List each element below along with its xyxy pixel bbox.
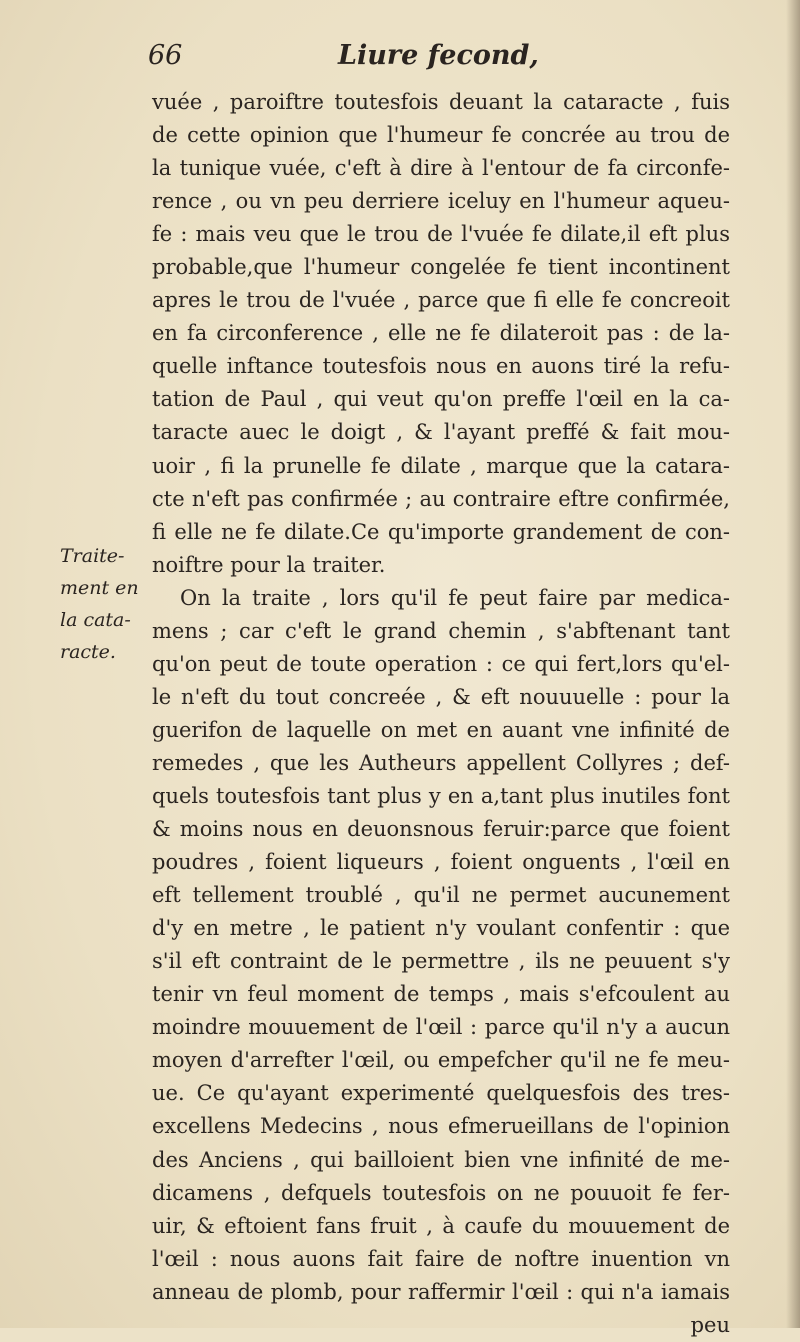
running-title: Liure fecond, <box>338 40 539 71</box>
text-line: s'il eft contraint de le permettre , ils ne peuuent s'y <box>152 949 730 974</box>
text-line: tenir vn feul moment de temps , mais s'efcoulent au <box>152 982 730 1007</box>
text-line: excellens Medecins , nous efmerueillans de l'opinion <box>152 1114 730 1139</box>
text-line: dicamens , defquels toutesfois on ne pouuoit fe fer- <box>152 1180 730 1205</box>
page-header <box>148 40 539 84</box>
text-line: fe : mais veu que le trou de l'vuée fe dilate,il eft plus <box>152 222 730 247</box>
catchword: peu <box>690 1312 730 1337</box>
text-line: tation de Paul , qui veut qu'on preffe l'œil en la ca- <box>152 387 730 412</box>
text-line: poudres , foient liqueurs , foient onguents , l'œil en <box>152 850 730 875</box>
text-line: vuée , paroiftre toutesfois deuant la cataracte , fuis <box>152 90 730 114</box>
text-line: des Anciens , qui bailloient bien vne infinité de me- <box>152 1147 730 1172</box>
page-number: 66 <box>148 40 183 71</box>
text-line: taracte auec le doigt , & l'ayant preffé & fait mou- <box>152 420 730 445</box>
text-line: mens ; car c'eft le grand chemin , s'abftenant tant <box>152 618 730 643</box>
margin-note-line: la cata- <box>60 609 131 631</box>
text-line: cte n'eft pas confirmée ; au contraire eftre confirmée, <box>152 486 730 511</box>
text-line: la tunique vuée, c'eft à dire à l'entour de fa circonfe- <box>152 156 730 181</box>
text-line: apres le trou de l'vuée , parce que fi elle fe concreoit <box>152 288 730 313</box>
text-line: de cette opinion que l'humeur fe concrée au trou de <box>152 123 730 148</box>
text-line: ue. Ce qu'ayant experimenté quelquesfois des tres- <box>152 1081 730 1106</box>
body-text <box>152 86 730 1342</box>
margin-note-line: racte. <box>60 641 116 663</box>
text-line: en fa circonference , elle ne fe dilateroit pas : de la- <box>152 321 730 346</box>
margin-note-line: Traite- <box>60 545 125 567</box>
text-line: moindre mouuement de l'œil : parce qu'il n'y a aucun <box>152 1015 730 1040</box>
text-line: eft tellement troublé , qu'il ne permet aucunement <box>152 883 730 908</box>
text-line: uoir , fi la prunelle fe dilate , marque que la catara- <box>152 453 730 478</box>
text-line: qu'on peut de toute operation : ce qui fert,lors qu'el- <box>152 651 730 676</box>
text-line: le n'eft du tout concreée , & eft nouuuelle : pour la <box>152 684 730 709</box>
text-line: quels toutesfois tant plus y en a,tant plus inutiles font <box>152 783 730 808</box>
margin-note <box>60 540 146 668</box>
text-line: l'œil : nous auons fait faire de noftre inuention vn <box>152 1246 730 1271</box>
margin-note-line: ment en <box>60 577 139 599</box>
text-line: guerifon de laquelle on met en auant vne infinité de <box>152 717 730 742</box>
text-line: noiftre pour la traiter. <box>152 552 386 577</box>
text-line: rence , ou vn peu derriere iceluy en l'humeur aqueu- <box>152 189 730 214</box>
text-line: & moins nous en deuonsnous feruir:parce que foient <box>152 817 730 842</box>
text-line: uir, & eftoient fans fruit , à caufe du mouuement de <box>152 1213 730 1238</box>
text-line: fi elle ne fe dilate.Ce qu'importe grandement de con- <box>152 519 730 544</box>
text-line: d'y en metre , le patient n'y voulant confentir : que <box>152 916 730 941</box>
text-line: quelle inftance toutesfois nous en auons tiré la refu- <box>152 354 730 379</box>
text-line: moyen d'arrefter l'œil, ou empefcher qu'il ne fe meu- <box>152 1048 730 1073</box>
text-line: On la traite , lors qu'il fe peut faire par medica- <box>180 585 730 610</box>
text-line: probable,que l'humeur congelée fe tient incontinent <box>152 255 730 280</box>
page-edge-shadow <box>786 0 800 1328</box>
text-line: anneau de plomb, pour raffermir l'œil : qui n'a iamais <box>152 1279 730 1304</box>
text-line: remedes , que les Autheurs appellent Collyres ; def- <box>152 750 730 775</box>
